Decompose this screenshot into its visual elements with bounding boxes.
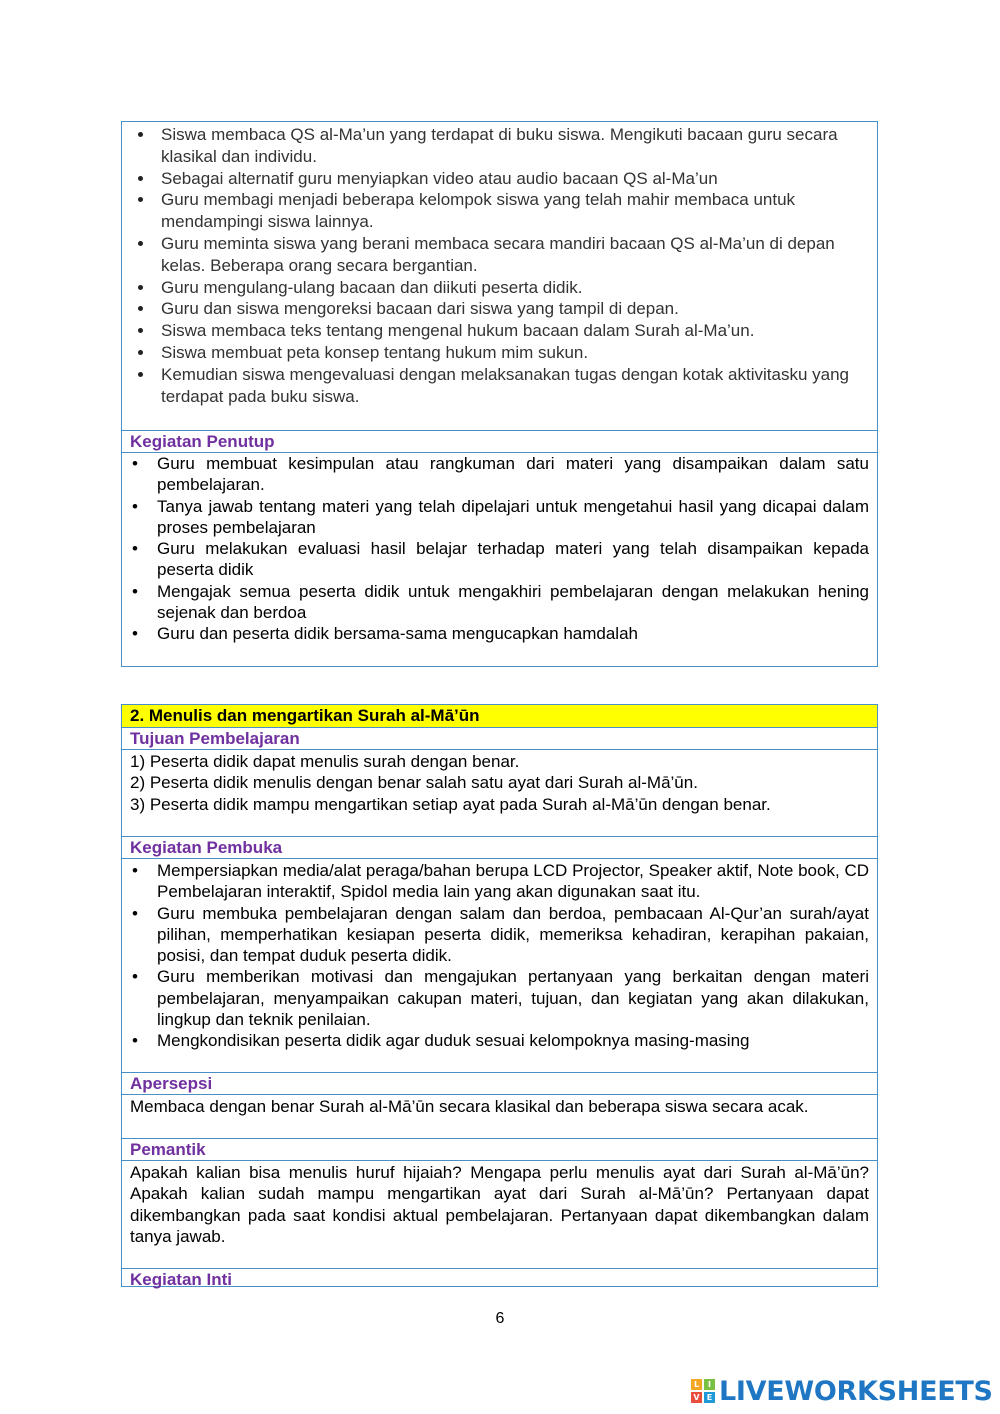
kegiatan-penutup-heading: Kegiatan Penutup bbox=[122, 431, 877, 453]
list-item: • Tanya jawab tentang materi yang telah dipelajari untuk mengetahui hasil yang dicapai dalam proses pembelajaran bbox=[130, 496, 869, 539]
list-item: • Guru melakukan evaluasi hasil belajar terhadap materi yang telah disampaikan kepada peserta didik bbox=[130, 538, 869, 581]
activity-table-2 bbox=[121, 704, 878, 1287]
logo-letter: I bbox=[704, 1379, 715, 1390]
logo-letter: E bbox=[704, 1392, 715, 1403]
kegiatan-inti-list bbox=[122, 122, 877, 407]
apersepsi-heading: Apersepsi bbox=[122, 1073, 877, 1095]
liveworksheets-logo[interactable] bbox=[691, 1375, 993, 1407]
list-item: Sebagai alternatif guru menyiapkan video atau audio bacaan QS al-Ma’un bbox=[122, 168, 877, 190]
kegiatan-inti-heading: Kegiatan Inti bbox=[130, 1270, 233, 1289]
list-item: • Mempersiapkan media/alat peraga/bahan berupa LCD Projector, Speaker aktif, Note book, CD Pembelajaran interaktif, Spidol media lain yang akan digunakan saat itu. bbox=[130, 860, 869, 903]
list-item: Kemudian siswa mengevaluasi dengan melaksanakan tugas dengan kotak aktivitasku yang terdapat pada buku siswa. bbox=[122, 364, 877, 408]
kegiatan-pembuka-heading: Kegiatan Pembuka bbox=[122, 837, 877, 859]
section-title: 2. Menulis dan mengartikan Surah al-Mā’ūn bbox=[122, 705, 877, 728]
list-item: • Guru membuat kesimpulan atau rangkuman dari materi yang disampaikan dalam satu pembelajaran. bbox=[130, 453, 869, 496]
brand-name: LIVEWORKSHEETS bbox=[719, 1375, 993, 1407]
list-item: Guru mengulang-ulang bacaan dan diikuti peserta didik. bbox=[122, 277, 877, 299]
kegiatan-penutup-cell bbox=[122, 453, 877, 645]
list-item: • Mengajak semua peserta didik untuk mengakhiri pembelajaran dengan melakukan hening sejenak dan berdoa bbox=[130, 581, 869, 624]
kegiatan-inti-cell bbox=[122, 122, 877, 431]
list-item: • Guru memberikan motivasi dan mengajukan pertanyaan yang berkaitan dengan materi pembelajaran, menyampaikan cakupan materi, tujuan, dan kegiatan yang akan dilakukan, lingkup dan teknik penilaian. bbox=[130, 966, 869, 1030]
kegiatan-pembuka-list bbox=[130, 860, 869, 1052]
objective-item: 1) Peserta didik dapat menulis surah dengan benar. bbox=[130, 752, 520, 771]
pemantik-cell bbox=[122, 1161, 877, 1269]
kegiatan-pembuka-cell bbox=[122, 859, 877, 1073]
list-item: Siswa membuat peta konsep tentang hukum mim sukun. bbox=[122, 342, 877, 364]
list-item: Siswa membaca teks tentang mengenal hukum bacaan dalam Surah al-Ma’un. bbox=[122, 320, 877, 342]
list-item: Guru dan siswa mengoreksi bacaan dari siswa yang tampil di depan. bbox=[122, 298, 877, 320]
page-number: 6 bbox=[495, 1310, 505, 1327]
list-item: • Guru dan peserta didik bersama-sama mengucapkan hamdalah bbox=[130, 623, 869, 644]
apersepsi-cell bbox=[122, 1095, 877, 1139]
logo-letter: V bbox=[691, 1392, 702, 1403]
pemantik-text: Apakah kalian bisa menulis huruf hijaiah? Mengapa perlu menulis ayat dari Surah al-Mā’ūn? Apakah kalian sudah mampu mengartikan ayat dari Surah al-Mā’ūn? Pertanyaan dapat dikembangkan pada saat kondisi aktual pembelajaran. Pertanyaan dapat dikembangkan dalam tanya jawab. bbox=[130, 1163, 869, 1246]
list-item: • Mengkondisikan peserta didik agar duduk sesuai kelompoknya masing-masing bbox=[130, 1030, 869, 1051]
list-item: Siswa membaca QS al-Ma’un yang terdapat di buku siswa. Mengikuti bacaan guru secara klasikal dan individu. bbox=[122, 124, 877, 168]
logo-letter: L bbox=[691, 1379, 702, 1390]
pemantik-heading: Pemantik bbox=[122, 1139, 877, 1161]
activity-table-1 bbox=[121, 121, 878, 667]
kegiatan-penutup-list bbox=[130, 453, 869, 645]
list-item: Guru meminta siswa yang berani membaca secara mandiri bacaan QS al-Ma’un di depan kelas. Beberapa orang secara bergantian. bbox=[122, 233, 877, 277]
tujuan-pembelajaran-cell bbox=[122, 750, 877, 837]
list-item: Guru membagi menjadi beberapa kelompok siswa yang telah mahir membaca untuk mendampingi siswa lainnya. bbox=[122, 189, 877, 233]
list-item: • Guru membuka pembelajaran dengan salam dan berdoa, pembacaan Al-Qur’an surah/ayat pilihan, memperhatikan kesiapan peserta didik, memeriksa kehadiran, kerapihan pakaian, posisi, dan tempat duduk peserta didik. bbox=[130, 903, 869, 967]
apersepsi-text: Membaca dengan benar Surah al-Mā’ūn secara klasikal dan beberapa siswa secara acak. bbox=[130, 1097, 809, 1116]
logo-icon bbox=[691, 1379, 715, 1403]
tujuan-pembelajaran-heading: Tujuan Pembelajaran bbox=[122, 728, 877, 750]
objective-item: 3) Peserta didik mampu mengartikan setiap ayat pada Surah al-Mā’ūn dengan benar. bbox=[130, 794, 771, 814]
objective-item: 2) Peserta didik menulis dengan benar salah satu ayat dari Surah al-Mā’ūn. bbox=[130, 773, 698, 793]
